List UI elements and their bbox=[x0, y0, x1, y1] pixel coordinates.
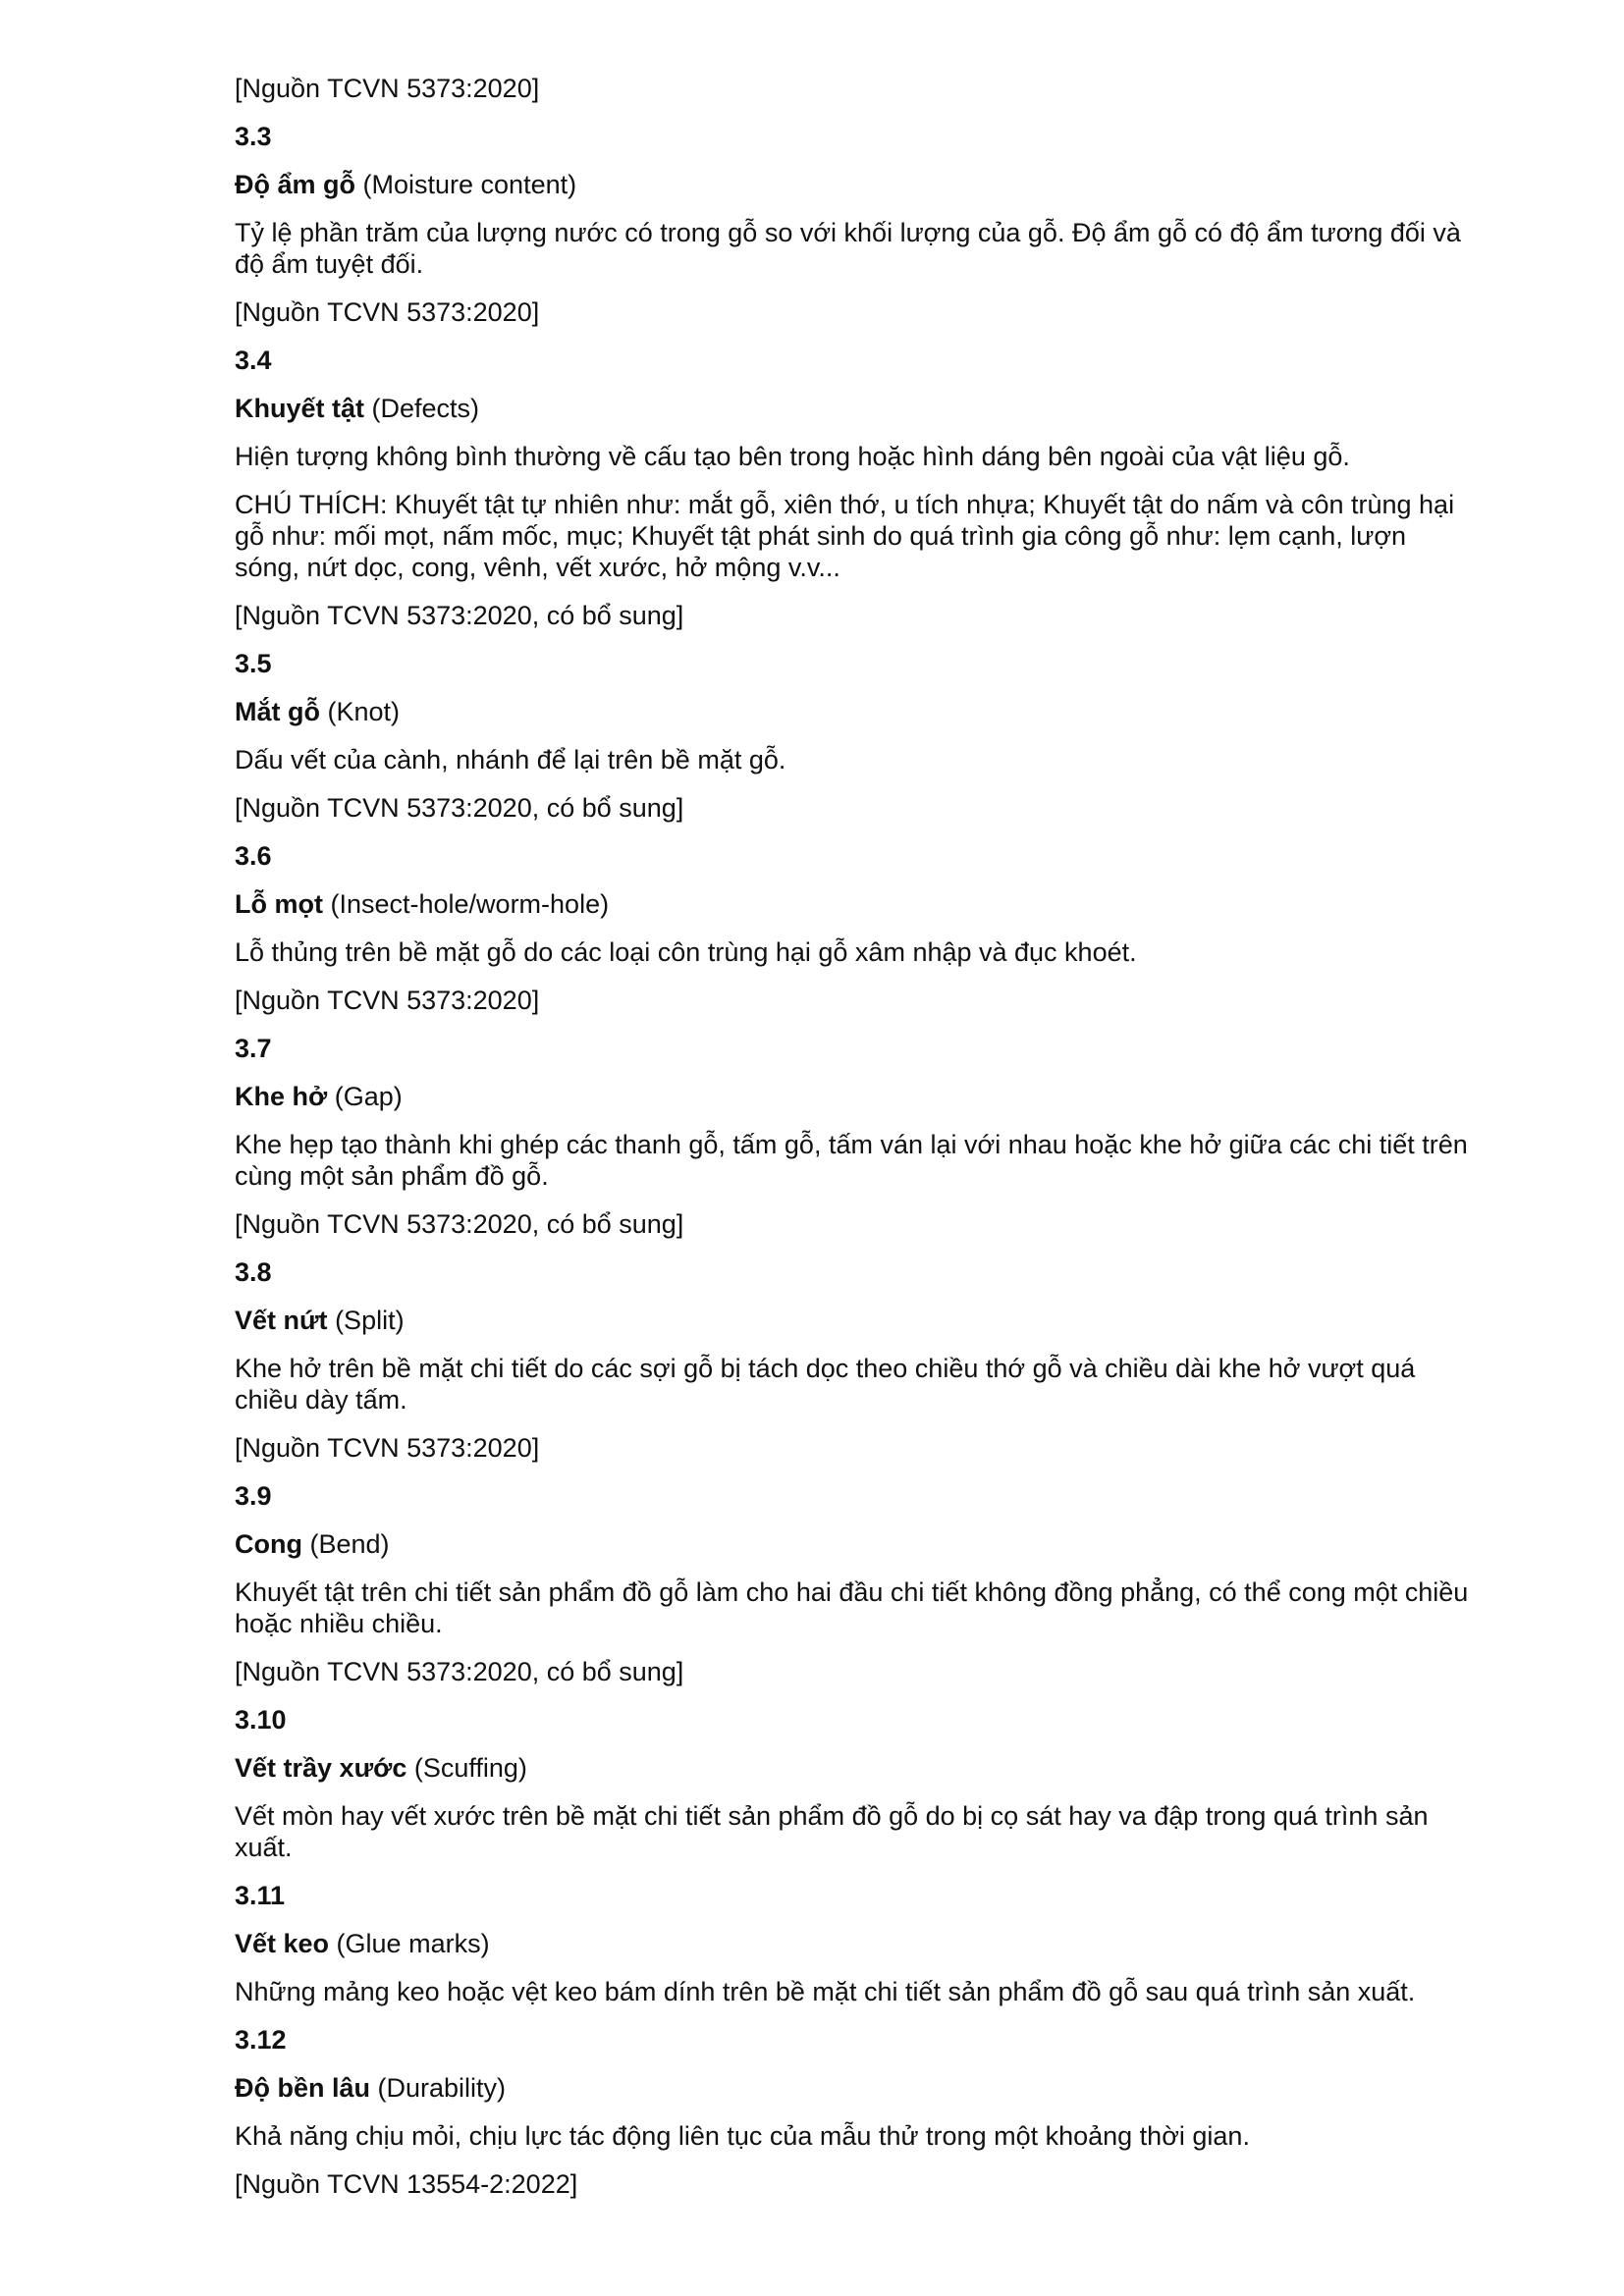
document-body bbox=[235, 73, 1474, 2216]
entry-term bbox=[235, 2072, 1474, 2104]
term-vietnamese: Mắt gỗ bbox=[235, 697, 320, 726]
entry-term bbox=[235, 1528, 1474, 1560]
entry-number: 3.5 bbox=[235, 649, 272, 678]
term-vietnamese: Cong bbox=[235, 1529, 302, 1559]
entry-term bbox=[235, 1081, 1474, 1112]
entry-number: 3.12 bbox=[235, 2025, 287, 2055]
entry-note: CHÚ THÍCH: Khuyết tật tự nhiên như: mắt gỗ, xiên thớ, u tích nhựa; Khuyết tật do nấm và côn trùng hại gỗ như: mối mọt, nấm mốc, mục; Khuyết tật phát sinh do quá trình gia công gỗ như: lẹm cạnh, lượn sóng, nứt dọc, cong, vênh, vết xước, hở mộng v.v... bbox=[235, 490, 1455, 582]
term-english: (Insect-hole/worm-hole) bbox=[322, 889, 610, 919]
term-vietnamese: Vết trầy xước bbox=[235, 1753, 407, 1783]
entry-term bbox=[235, 1305, 1474, 1336]
entry-number: 3.8 bbox=[235, 1257, 272, 1287]
entry-definition: Khe hở trên bề mặt chi tiết do các sợi gỗ bị tách dọc theo chiều thớ gỗ và chiều dài khe hở vượt quá chiều dày tấm. bbox=[235, 1354, 1416, 1415]
entry-number: 3.9 bbox=[235, 1481, 272, 1511]
term-vietnamese: Vết keo bbox=[235, 1929, 330, 1958]
entry-definition: Khuyết tật trên chi tiết sản phẩm đồ gỗ làm cho hai đầu chi tiết không đồng phẳng, có thể cong một chiều hoặc nhiều chiều. bbox=[235, 1577, 1469, 1638]
term-vietnamese: Khuyết tật bbox=[235, 394, 365, 423]
term-english: (Defects) bbox=[364, 394, 480, 423]
entry-source: [Nguồn TCVN 5373:2020, có bổ sung] bbox=[235, 1209, 684, 1239]
entry-number: 3.7 bbox=[235, 1034, 272, 1063]
entry-definition: Vết mòn hay vết xước trên bề mặt chi tiết sản phẩm đồ gỗ do bị cọ sát hay va đập trong quá trình sản xuất. bbox=[235, 1801, 1429, 1862]
entry-number: 3.6 bbox=[235, 841, 272, 871]
entry-term bbox=[235, 1752, 1474, 1784]
entry-number: 3.10 bbox=[235, 1705, 287, 1735]
entry-term bbox=[235, 1928, 1474, 1959]
entry-definition: Hiện tượng không bình thường về cấu tạo bên trong hoặc hình dáng bên ngoài của vật liệu gỗ. bbox=[235, 442, 1350, 471]
entry-source: [Nguồn TCVN 5373:2020] bbox=[235, 1433, 540, 1463]
term-vietnamese: Độ ẩm gỗ bbox=[235, 170, 356, 199]
term-english: (Moisture content) bbox=[355, 170, 577, 199]
entry-number: 3.11 bbox=[235, 1881, 286, 1910]
entry-definition: Khả năng chịu mỏi, chịu lực tác động liên tục của mẫu thử trong một khoảng thời gian. bbox=[235, 2121, 1250, 2151]
entry-term bbox=[235, 696, 1474, 727]
term-english: (Bend) bbox=[301, 1529, 390, 1559]
term-english: (Scuffing) bbox=[406, 1753, 527, 1783]
term-vietnamese: Khe hở bbox=[235, 1082, 328, 1111]
entry-definition: Lỗ thủng trên bề mặt gỗ do các loại côn trùng hại gỗ xâm nhập và đục khoét. bbox=[235, 937, 1137, 967]
term-english: (Split) bbox=[327, 1306, 405, 1335]
entry-definition: Khe hẹp tạo thành khi ghép các thanh gỗ, tấm gỗ, tấm ván lại với nhau hoặc khe hở giữa các chi tiết trên cùng một sản phẩm đồ gỗ. bbox=[235, 1130, 1468, 1191]
entry-source: [Nguồn TCVN 5373:2020] bbox=[235, 986, 540, 1015]
entry-term bbox=[235, 393, 1474, 424]
entry-definition: Tỷ lệ phần trăm của lượng nước có trong gỗ so với khối lượng của gỗ. Độ ẩm gỗ có độ ẩm tương đối và độ ẩm tuyệt đối. bbox=[235, 218, 1461, 279]
entry-source: [Nguồn TCVN 5373:2020, có bổ sung] bbox=[235, 601, 684, 630]
term-english: (Knot) bbox=[320, 697, 401, 726]
entry-number: 3.3 bbox=[235, 122, 272, 151]
term-english: (Durability) bbox=[370, 2073, 507, 2103]
entry-term bbox=[235, 169, 1474, 200]
term-vietnamese: Lỗ mọt bbox=[235, 889, 323, 919]
term-english: (Gap) bbox=[327, 1082, 403, 1111]
entry-source: [Nguồn TCVN 13554-2:2022] bbox=[235, 2169, 578, 2199]
entry-term bbox=[235, 888, 1474, 920]
entry-definition: Những mảng keo hoặc vệt keo bám dính trên bề mặt chi tiết sản phẩm đồ gỗ sau quá trình sản xuất. bbox=[235, 1977, 1416, 2006]
entry-source: [Nguồn TCVN 5373:2020, có bổ sung] bbox=[235, 793, 684, 823]
term-vietnamese: Vết nứt bbox=[235, 1306, 328, 1335]
intro-source: [Nguồn TCVN 5373:2020] bbox=[235, 74, 540, 103]
term-vietnamese: Độ bền lâu bbox=[235, 2073, 371, 2103]
entry-source: [Nguồn TCVN 5373:2020] bbox=[235, 297, 540, 327]
entry-definition: Dấu vết của cành, nhánh để lại trên bề mặt gỗ. bbox=[235, 745, 786, 774]
entry-number: 3.4 bbox=[235, 346, 272, 375]
term-english: (Glue marks) bbox=[329, 1929, 490, 1958]
entry-source: [Nguồn TCVN 5373:2020, có bổ sung] bbox=[235, 1657, 684, 1686]
